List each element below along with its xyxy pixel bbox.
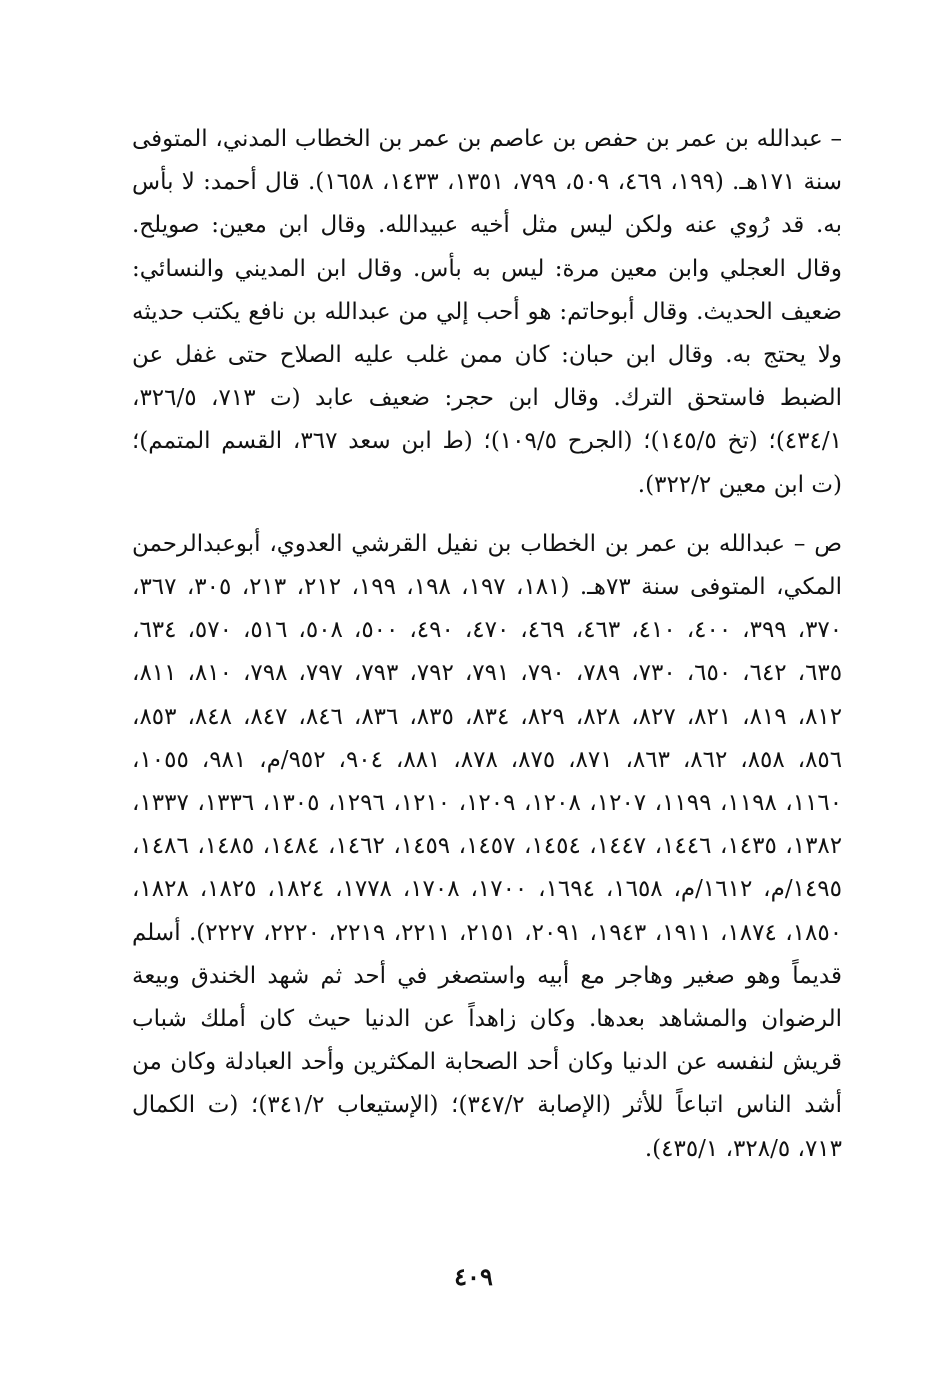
- biography-entry-abdullah-ibn-umar-ibn-hafs: – عبدالله بن عمر بن حفص بن عاصم بن عمر بن الخطاب المدني، المتوفى سنة ١٧١هـ. (١٩٩، ٤٦٩، ٥٠٩، ٧٩٩، ١٣٥١، ١٤٣٣، ١٦٥٨). قال أحمد: لا بأس به. قد رُوي عنه ولكن ليس مثل أخيه عبيدالله. وقال ابن معين: صويلح. وقال العجلي وابن معين مرة: ليس به بأس. وقال ابن المديني والنسائي: ضعيف الحديث. وقال أبوحاتم: هو أحب إلي من عبدالله بن نافع يكتب حديثه ولا يحتج به. وقال ابن حبان: كان ممن غلب عليه الصلاح حتى غفل عن الضبط فاستحق الترك. وقال ابن حجر: ضعيف عابد (ت ٧١٣، ٣٢٦/٥، ٤٣٤/١)؛ (تخ ١٤٥/٥)؛ (الجرح ١٠٩/٥)؛ (ط ابن سعد ٣٦٧، القسم المتمم)؛ (ت ابن معين ٣٢٢/٢).: [132, 126, 843, 498]
- page-number: ٤٠٩: [454, 1262, 493, 1291]
- page-body: [132, 118, 842, 1171]
- biography-entry-abdullah-ibn-umar-ibn-al-khattab: ص – عبدالله بن عمر بن الخطاب بن نفيل القرشي العدوي، أبوعبدالرحمن المكي، المتوفى سنة ٧٣هـ. (١٨١، ١٩٧، ١٩٨، ١٩٩، ٢١٢، ٢١٣، ٣٠٥، ٣٦٧، ٣٧٠، ٣٩٩، ٤٠٠، ٤١٠، ٤٦٣، ٤٦٩، ٤٧٠، ٤٩٠، ٥٠٠، ٥٠٨، ٥١٦، ٥٧٠، ٦٣٤، ٦٣٥، ٦٤٢، ٦٥٠، ٧٣٠، ٧٨٩، ٧٩٠، ٧٩١، ٧٩٢، ٧٩٣، ٧٩٧، ٧٩٨، ٨١٠، ٨١١، ٨١٢، ٨١٩، ٨٢١، ٨٢٧، ٨٢٨، ٨٢٩، ٨٣٤، ٨٣٥، ٨٣٦، ٨٤٦، ٨٤٧، ٨٤٨، ٨٥٣، ٨٥٦، ٨٥٨، ٨٦٢، ٨٦٣، ٨٧١، ٨٧٥، ٨٧٨، ٨٨١، ٩٠٤، ٩٥٢/م، ٩٨١، ١٠٥٥، ١١٦٠، ١١٩٨، ١١٩٩، ١٢٠٧، ١٢٠٨، ١٢٠٩، ١٢١٠، ١٢٩٦، ١٣٠٥، ١٣٣٦، ١٣٣٧، ١٣٨٢، ١٤٣٥، ١٤٤٦، ١٤٤٧، ١٤٥٤، ١٤٥٧، ١٤٥٩، ١٤٦٢، ١٤٨٤، ١٤٨٥، ١٤٨٦، ١٤٩٥/م، ١٦١٢/م، ١٦٥٨، ١٦٩٤، ١٧٠٠، ١٧٠٨، ١٧٧٨، ١٨٢٤، ١٨٢٥، ١٨٢٨، ١٨٥٠، ١٨٧٤، ١٩١١، ١٩٤٣، ٢٠٩١، ٢١٥١، ٢٢١١، ٢٢١٩، ٢٢٢٠، ٢٢٢٧). أسلم قديماً وهو صغير وهاجر مع أبيه واستصغر في أحد ثم شهد الخندق وبيعة الرضوان والمشاهد بعدها. وكان زاهداً عن الدنيا حيث كان أملك شباب قريش لنفسه عن الدنيا وكان أحد الصحابة المكثرين وأحد العبادلة وكان من أشد الناس اتباعاً للأثر (الإصابة ٣٤٧/٢)؛ (الإستيعاب ٣٤١/٢)؛ (ت الكمال ٧١٣، ٣٢٨/٥، ٤٣٥/١).: [132, 530, 843, 1162]
